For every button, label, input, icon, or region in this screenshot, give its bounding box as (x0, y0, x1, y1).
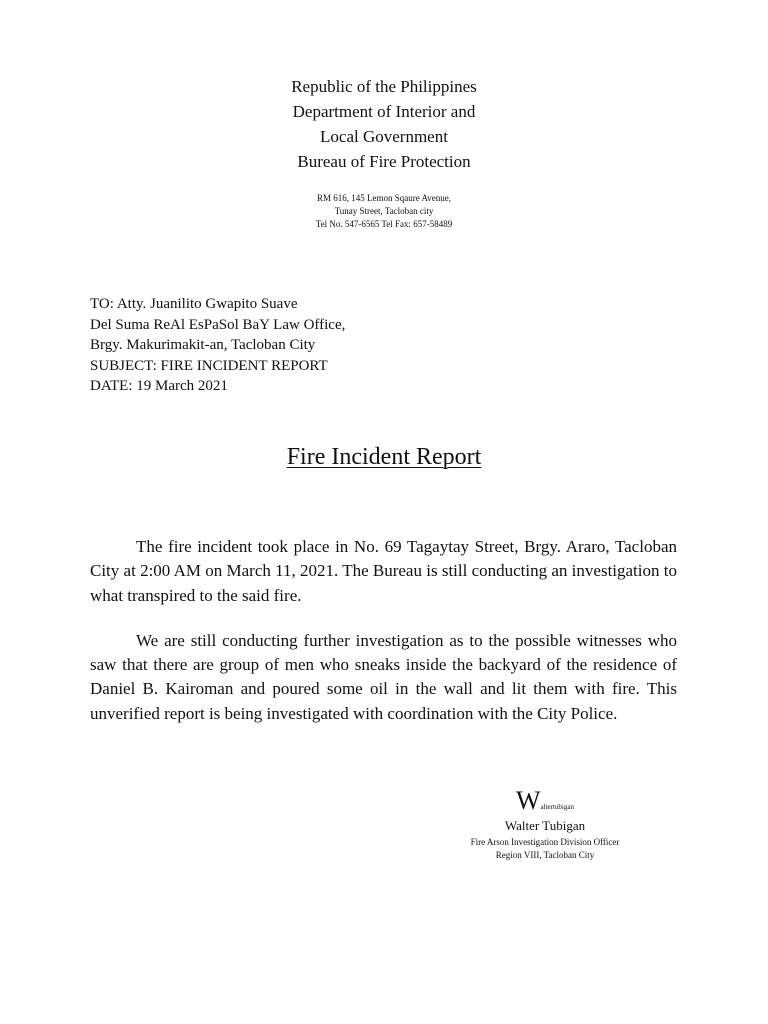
recipient-office: Del Suma ReAl EsPaSol BaY Law Office, (90, 316, 346, 333)
body-paragraph-1: The fire incident took place in No. 69 Tagaytay Street, Brgy. Araro, Tacloban City at 2:00 AM on March 11, 2021. The Bureau is still conducting an investigation to what transpired to the said fire. (90, 537, 677, 605)
address-street: Tunay Street, Tacloban city (334, 206, 434, 216)
memo-date: DATE: 19 March 2021 (90, 378, 228, 394)
recipient-to: TO: Atty. Juanilito Gwapito Suave (90, 296, 298, 312)
report-title: Fire Incident Report (286, 444, 482, 470)
memo-subject: SUBJECT: FIRE INCIDENT REPORT (90, 357, 328, 374)
address-phone: Tel No. 547-6565 Tel Fax: 657-58489 (315, 219, 453, 229)
letterhead (0, 74, 768, 174)
signature-rest: altertubigan (540, 803, 574, 811)
body-paragraph-2: We are still conducting further investigation as to the possible witnesses who saw that there are group of men who sneaks inside the backyard of the residence of Daniel B. Kairoman and poured some oil in the wall and lit them with fire. This unverified report is being investigated with coordination with the City Police. (90, 630, 677, 723)
signature-initial: W (516, 786, 541, 815)
signature-block (455, 786, 635, 862)
letterhead-republic: Republic of the Philippines (291, 77, 477, 96)
recipient-location: Brgy. Makurimakit-an, Tacloban City (90, 337, 316, 353)
letterhead-local-government: Local Government (320, 127, 448, 146)
letterhead-bureau: Bureau of Fire Protection (297, 152, 471, 171)
signature-mark (455, 786, 635, 816)
signer-name: Walter Tubigan (504, 818, 586, 833)
address-room: RM 616, 145 Lemon Sqaure Avenue, (316, 193, 452, 203)
signer-region: Region VIII, Tacloban City (495, 850, 595, 860)
signer-position: Fire Arson Investigation Division Officer (470, 837, 620, 847)
recipient-block (90, 294, 345, 397)
report-body (90, 535, 677, 747)
letterhead-department: Department of Interior and (292, 102, 476, 121)
office-address (0, 192, 768, 231)
